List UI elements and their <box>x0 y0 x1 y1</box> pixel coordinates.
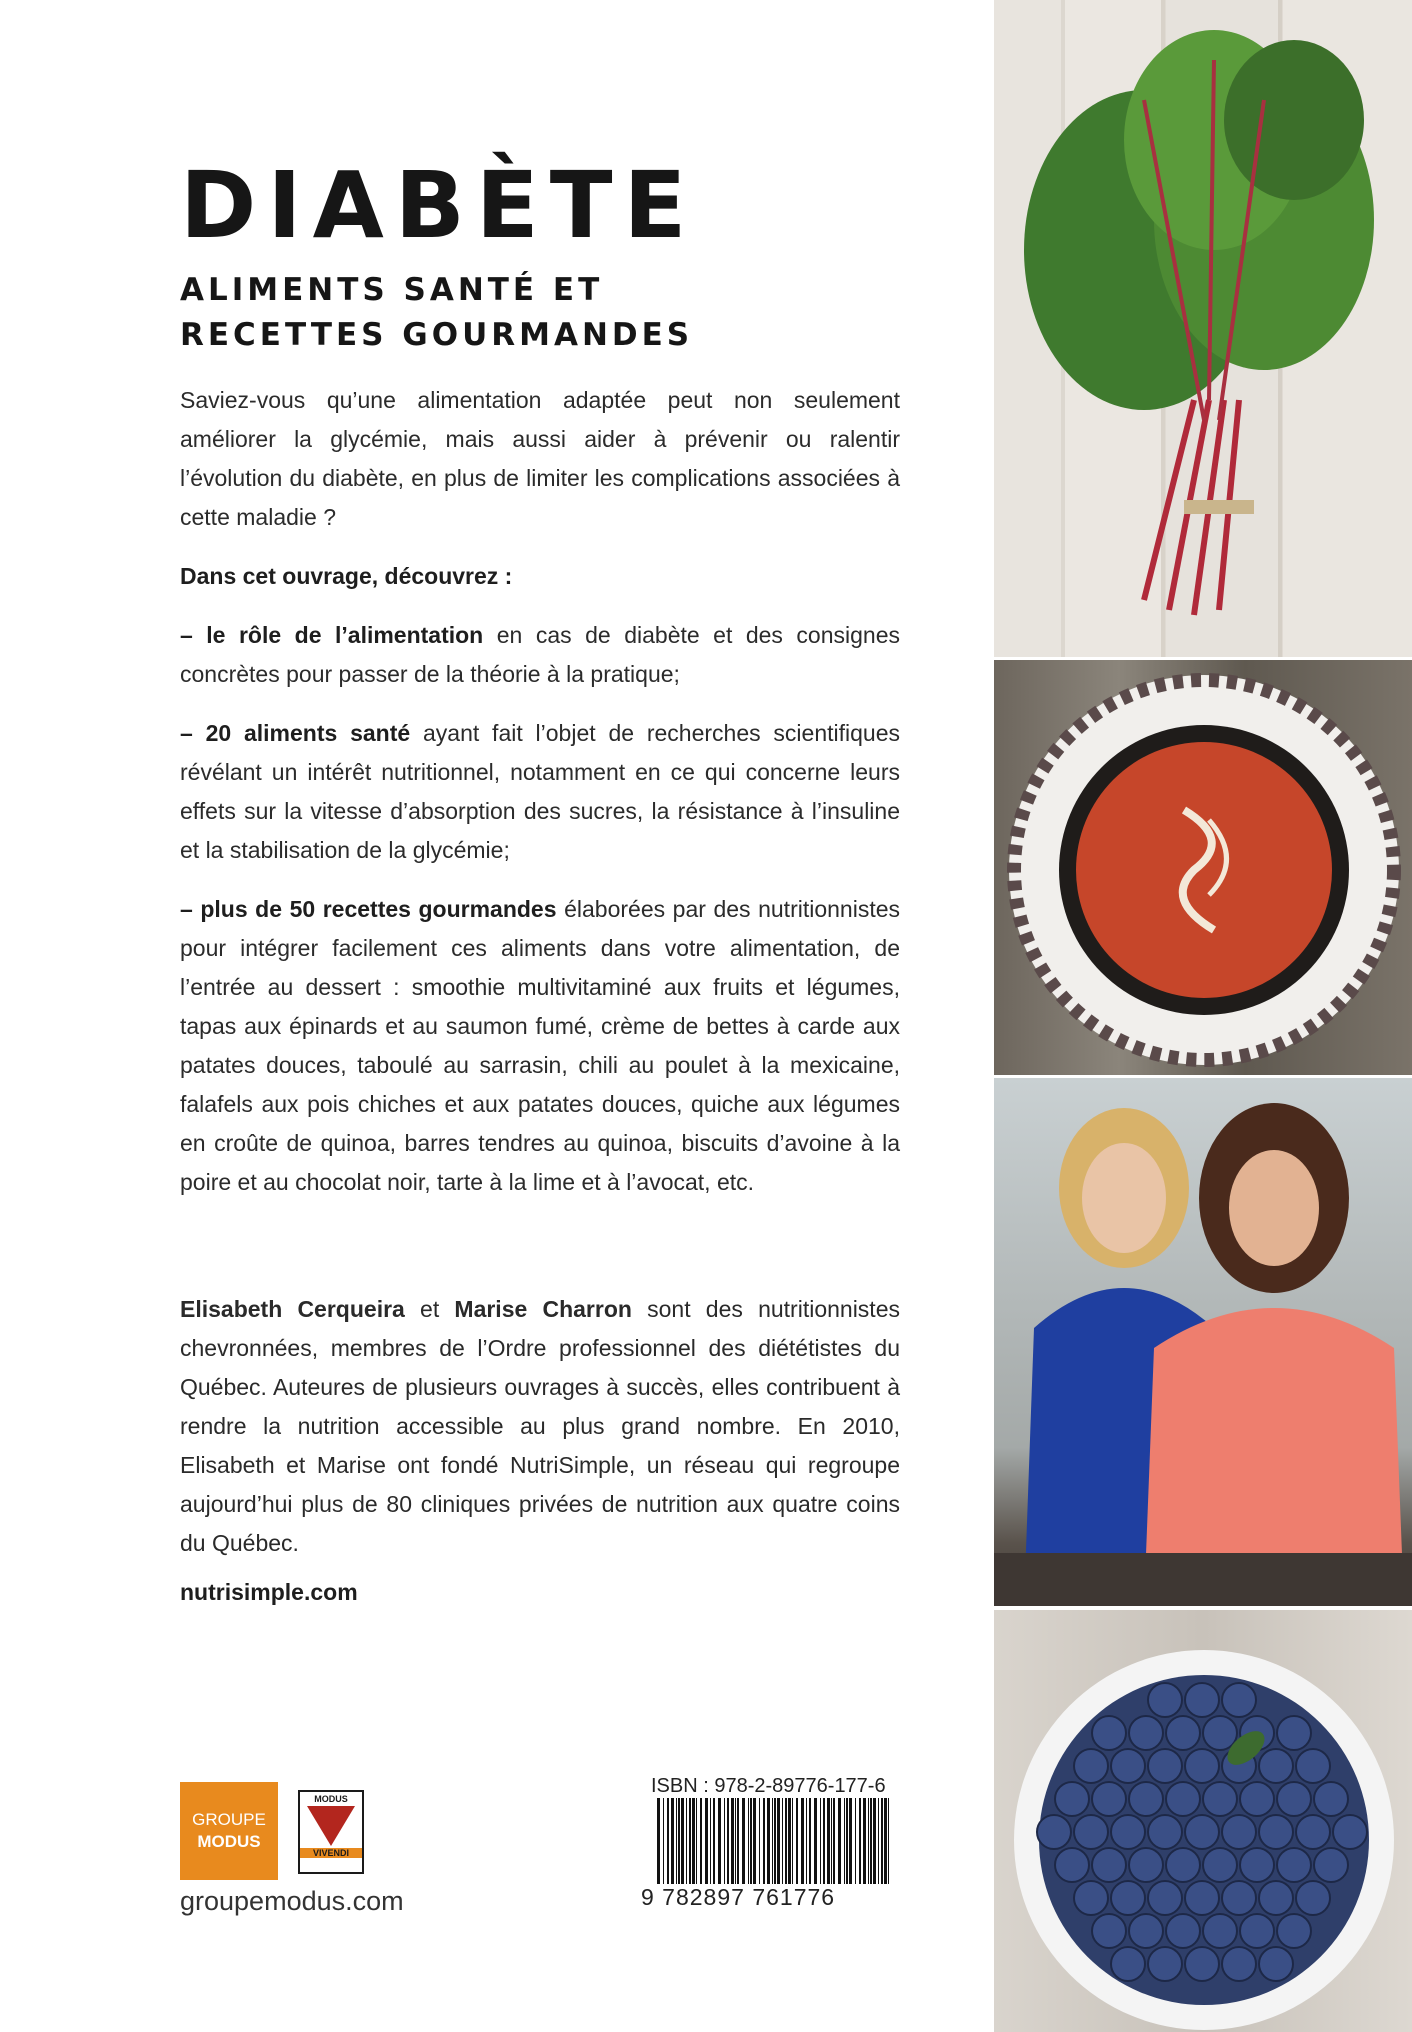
publisher-url[interactable]: groupemodus.com <box>180 1886 404 1916</box>
chard-photo <box>994 0 1412 657</box>
bullet-item: – 20 aliments santé ayant fait l’objet de recherches scientifiques révélant un intérêt nutritionnel, notamment en ce qui concerne leurs effets sur la vitesse d’absorption des sucres, la résistance à l’insuline et la stabilisation de la glycémie; <box>180 720 900 863</box>
soup-photo <box>994 660 1412 1075</box>
authors-text: sont des nutritionnistes chevronnées, membres de l’Ordre professionnel des diététistes du Québec. Auteures de plusieurs ouvrages à succès, elles contribuent à rendre la nutrition accessible au plus grand nombre. En 2010, Elisabeth et Marise ont fondé NutriSimple, un réseau qui regroupe aujourd’hui plus de 80 cliniques privées de nutrition aux quatre coins du Québec. <box>180 1296 900 1556</box>
subtitle-line-2: RECETTES GOURMANDES <box>180 317 694 353</box>
subtitle-line-1: ALIMENTS SANTÉ ET <box>180 272 604 308</box>
blueberries-photo <box>994 1610 1412 2032</box>
authors-photo <box>994 1078 1412 1606</box>
bullet-item: – plus de 50 recettes gourmandes élaborées par des nutritionnistes pour intégrer facilement ces aliments dans votre alimentation, de l’entrée au dessert : smoothie multivitaminé aux fruits et légumes, tapas aux épinards et au saumon fumé, crème de bettes à carde aux patates douces, taboulé au sarrasin, chili au poulet à la mexicaine, falafels aux pois chiches et aux patates douces, quiche aux légumes en croûte de quinoa, barres tendres au quinoa, biscuits d’avoine à la poire et au chocolat noir, tarte à la lime et à l’avocat, etc. <box>180 896 901 1195</box>
discover-heading: Dans cet ouvrage, découvrez : <box>180 563 513 589</box>
isbn-label: ISBN : 978-2-89776-177-6 <box>651 1775 886 1797</box>
author-name-2: Marise Charron <box>454 1296 632 1322</box>
book-title: DIABÈTE <box>180 152 698 259</box>
description <box>180 381 900 1222</box>
modus-triangle-icon <box>307 1806 355 1846</box>
authors-bio: Elisabeth Cerqueira et Marise Charron sont des nutritionnistes chevronnées, membres de l’Ordre professionnel des diététistes du Québec. Auteures de plusieurs ouvrages à succès, elles contribuent à rendre la nutrition accessible au plus grand nombre. En 2010, Elisabeth et Marise ont fondé NutriSimple, un réseau qui regroupe aujourd’hui plus de 80 cliniques privées de nutrition aux quatre coins du Québec. <box>180 1296 900 1556</box>
website-link[interactable]: nutrisimple.com <box>180 1579 358 1605</box>
groupe-modus-logo: GROUPE MODUS <box>180 1782 278 1880</box>
bullet-item: – le rôle de l’alimentation en cas de diabète et des consignes concrètes pour passer de la théorie à la pratique; <box>180 622 900 687</box>
modus-vivendi-logo: MODUS VIVENDI <box>298 1790 364 1874</box>
author-name-1: Elisabeth Cerqueira <box>180 1296 405 1322</box>
book-subtitle <box>180 268 693 358</box>
barcode-digits: 9 782897 761776 <box>641 1884 836 1910</box>
intro-paragraph: Saviez-vous qu’une alimentation adaptée peut non seulement améliorer la glycémie, mais aussi aider à prévenir ou ralentir l’évolution du diabète, en plus de limiter les complications associées à cette maladie ? <box>180 387 900 530</box>
